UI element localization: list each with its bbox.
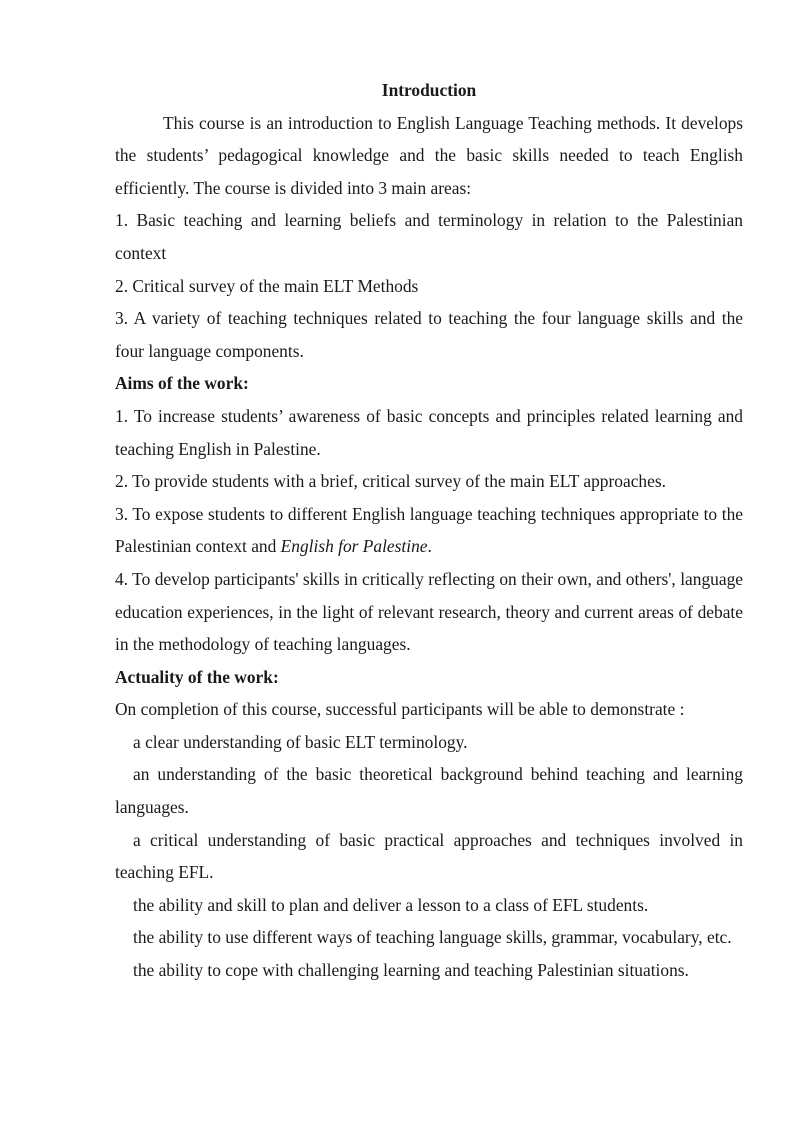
- page-title: Introduction: [381, 80, 477, 100]
- outcome-item-5: the ability to use different ways of teaching language skills, grammar, vocabulary, etc.: [133, 927, 732, 948]
- intro-paragraph: This course is an introduction to English Language Teaching methods. It develops the students’ pedagogical knowledge and the basic skills needed to teach English efficiently. The course is divided into 3 main areas:: [115, 112, 743, 198]
- aim-item-3-end: .: [427, 536, 432, 557]
- outcome-item-1: a clear understanding of basic ELT terminology.: [133, 731, 468, 752]
- aims-heading: Aims of the work:: [115, 373, 249, 394]
- document-page: [115, 74, 743, 987]
- area-item-1: 1. Basic teaching and learning beliefs and terminology in relation to the Palestinian context: [115, 210, 743, 263]
- outcome-item-2: an understanding of the basic theoretical background behind teaching and learning languages.: [115, 764, 743, 818]
- aim-item-4: 4. To develop participants' skills in critically reflecting on their own, and others', language education experiences, in the light of relevant research, theory and current areas of debate in the methodology of teaching languages.: [115, 568, 743, 655]
- outcome-item-3: a critical understanding of basic practical approaches and techniques involved in teaching EFL.: [115, 829, 743, 883]
- aim-item-1: 1. To increase students’ awareness of basic concepts and principles related learning and teaching English in Palestine.: [115, 405, 743, 459]
- aim-item-3-text: 3. To expose students to different English language teaching techniques appropriate to the Palestinian context and: [115, 503, 743, 557]
- actuality-lead: On completion of this course, successful participants will be able to demonstrate :: [115, 699, 685, 720]
- area-item-3: 3. A variety of teaching techniques related to teaching the four language skills and the four language components.: [115, 308, 743, 361]
- aim-item-3: [115, 498, 743, 563]
- aim-item-2: 2. To provide students with a brief, critical survey of the main ELT approaches.: [115, 471, 666, 492]
- actuality-heading: Actuality of the work:: [115, 666, 279, 687]
- outcome-item-4: the ability and skill to plan and deliver a lesson to a class of EFL students.: [133, 894, 649, 915]
- aim-item-3-title: English for Palestine: [280, 536, 428, 557]
- area-item-2: 2. Critical survey of the main ELT Methods: [115, 275, 419, 296]
- outcome-item-6: the ability to cope with challenging learning and teaching Palestinian situations.: [133, 960, 689, 981]
